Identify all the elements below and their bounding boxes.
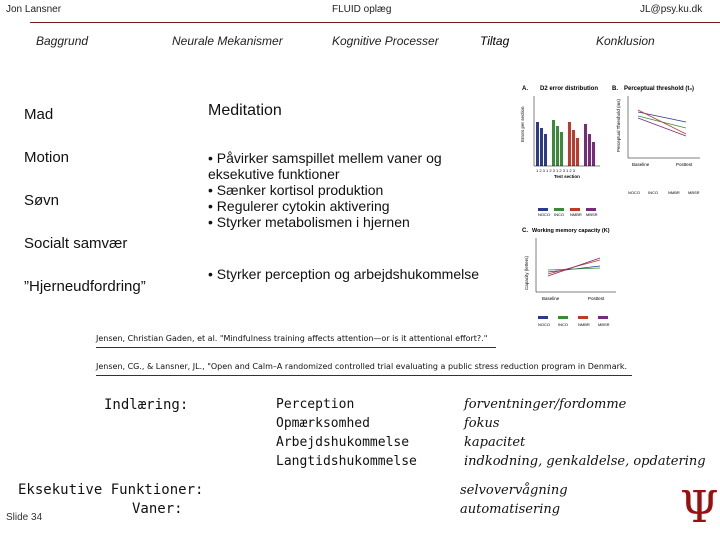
panel-a-xlabel: Test section bbox=[554, 174, 580, 179]
expectation-item: forventninger/fordomme bbox=[464, 397, 627, 412]
legend-label: NOCO bbox=[628, 190, 640, 195]
panel-b-ylabel: Perceptual Threshold (ms) bbox=[616, 99, 621, 152]
bar bbox=[552, 120, 555, 166]
bar bbox=[584, 124, 587, 166]
bar bbox=[544, 134, 547, 166]
bar bbox=[540, 128, 543, 166]
nav-item-neurale-mekanismer[interactable]: Neurale Mekanismer bbox=[172, 34, 283, 48]
legend-label: NOCO bbox=[538, 212, 550, 217]
series-line bbox=[548, 268, 600, 270]
legend-label: MBSR bbox=[688, 190, 700, 195]
legend-label: MBSR bbox=[598, 322, 610, 327]
panel-c-title: Working memory capacity (K) bbox=[532, 228, 610, 234]
nav-item-tiltag[interactable]: Tiltag bbox=[480, 34, 510, 48]
panel-b-legend bbox=[628, 190, 700, 195]
legend-label: INCO bbox=[648, 190, 658, 195]
list-item-socialt-samvaer: Socialt samvær bbox=[24, 235, 128, 252]
panel-a-label: A. bbox=[522, 86, 528, 92]
legend-label: NMBR bbox=[668, 190, 680, 195]
bullet-item: • Sænker kortisol produktion bbox=[208, 182, 384, 198]
bar bbox=[592, 142, 595, 166]
list-item-hjerneudfordring: ”Hjerneudfordring” bbox=[24, 278, 146, 295]
learning-items bbox=[276, 395, 417, 471]
panel-a-legend bbox=[538, 208, 598, 217]
bar bbox=[556, 126, 559, 166]
panel-a-ticks: 1 2 3 1 2 3 1 2 3 1 2 3 bbox=[536, 168, 575, 173]
panel-a-title: D2 error distribution bbox=[540, 86, 599, 92]
bar bbox=[536, 122, 539, 166]
expectation-item: indkodning, genkaldelse, opdatering bbox=[464, 454, 706, 469]
legend-label: NMBR bbox=[570, 212, 582, 217]
bar bbox=[560, 132, 563, 166]
nav-item-kognitive-processer[interactable]: Kognitive Processer bbox=[332, 34, 439, 48]
panel-b-title: Perceptual threshold (t₀) bbox=[624, 86, 695, 92]
legend-label: NOCO bbox=[538, 322, 550, 327]
citation-1: Jensen, Christian Gaden, et al. "Mindfulness training affects attention—or is it attentional effort?." bbox=[96, 334, 488, 343]
meditation-title: Meditation bbox=[208, 102, 282, 119]
nav-item-konklusion[interactable]: Konklusion bbox=[596, 34, 655, 48]
legend-swatch bbox=[598, 316, 608, 319]
list-item-mad: Mad bbox=[24, 106, 54, 123]
legend-swatch bbox=[538, 208, 548, 211]
expectation-item: fokus bbox=[464, 416, 500, 431]
bullet-item: • Påvirker samspillet mellem vaner og eksekutive funktioner bbox=[208, 150, 442, 182]
list-item-motion: Motion bbox=[24, 149, 70, 166]
slide-number: Slide 34 bbox=[6, 512, 43, 523]
legend-swatch bbox=[578, 316, 588, 319]
legend-swatch bbox=[558, 316, 568, 319]
header-title: FLUID oplæg bbox=[332, 4, 392, 15]
learning-item: Opmærksomhed bbox=[276, 416, 370, 431]
panel-a-ylabel: Errors per section bbox=[520, 106, 525, 142]
panel-c-xlabel-baseline: Baseline bbox=[542, 296, 560, 301]
exec-items bbox=[460, 481, 568, 519]
exec-item: selvovervågning bbox=[460, 483, 568, 498]
learning-item: Arbejdshukommelse bbox=[276, 435, 410, 450]
panel-c-legend bbox=[538, 316, 610, 327]
bar bbox=[588, 134, 591, 166]
exec-functions-label: Eksekutive Funktioner: bbox=[18, 482, 204, 498]
bar bbox=[576, 138, 579, 166]
bar bbox=[568, 122, 571, 166]
legend-swatch bbox=[538, 316, 548, 319]
panel-c-xlabel-posttest: Posttest bbox=[588, 296, 605, 301]
panel-c-ylabel: Capacity (letters) bbox=[524, 255, 529, 290]
citation-2-underline bbox=[96, 375, 632, 376]
legend-swatch bbox=[570, 208, 580, 211]
exec-item: automatisering bbox=[460, 502, 561, 517]
panel-c-label: C. bbox=[522, 228, 528, 234]
panel-b-xlabel-baseline: Baseline bbox=[632, 162, 650, 167]
bullet-item: • Styrker metabolismen i hjernen bbox=[208, 214, 410, 230]
panel-b-label: B. bbox=[612, 86, 618, 92]
meditation-extra-bullet: • Styrker perception og arbejdshukommelse bbox=[208, 266, 480, 282]
header-author: Jon Lansner bbox=[6, 4, 62, 15]
learning-label: Indlæring: bbox=[104, 397, 189, 413]
list-item-sovn: Søvn bbox=[24, 192, 60, 209]
bar bbox=[572, 130, 575, 166]
legend-label: INCO bbox=[558, 322, 568, 327]
series-line bbox=[638, 110, 686, 134]
meditation-bullets bbox=[208, 150, 508, 230]
research-figure bbox=[520, 82, 716, 332]
citation-1-underline bbox=[96, 347, 496, 348]
learning-item: Langtidshukommelse bbox=[276, 454, 417, 469]
header-divider bbox=[30, 22, 720, 23]
bullet-item: • Regulerer cytokin aktivering bbox=[208, 198, 390, 214]
legend-label: NMBR bbox=[578, 322, 590, 327]
learning-expectations bbox=[464, 395, 706, 471]
panel-b-xlabel-posttest: Posttest bbox=[676, 162, 693, 167]
learning-item: Perception bbox=[276, 397, 355, 412]
panel-a-bars bbox=[536, 120, 595, 166]
nav-item-baggrund[interactable]: Baggrund bbox=[36, 34, 89, 48]
header-email: JL@psy.ku.dk bbox=[640, 4, 703, 15]
legend-swatch bbox=[586, 208, 596, 211]
habits-label: Vaner: bbox=[132, 501, 183, 517]
citation-2: Jensen, CG., & Lansner, JL., "Open and Calm–A randomized controlled trial evaluating a public stress reduction program in Denmark. bbox=[96, 362, 628, 371]
legend-swatch bbox=[554, 208, 564, 211]
legend-label: MBSR bbox=[586, 212, 598, 217]
psi-logo-icon: Ψ bbox=[680, 482, 719, 533]
expectation-item: kapacitet bbox=[464, 435, 526, 450]
legend-label: INCO bbox=[554, 212, 564, 217]
